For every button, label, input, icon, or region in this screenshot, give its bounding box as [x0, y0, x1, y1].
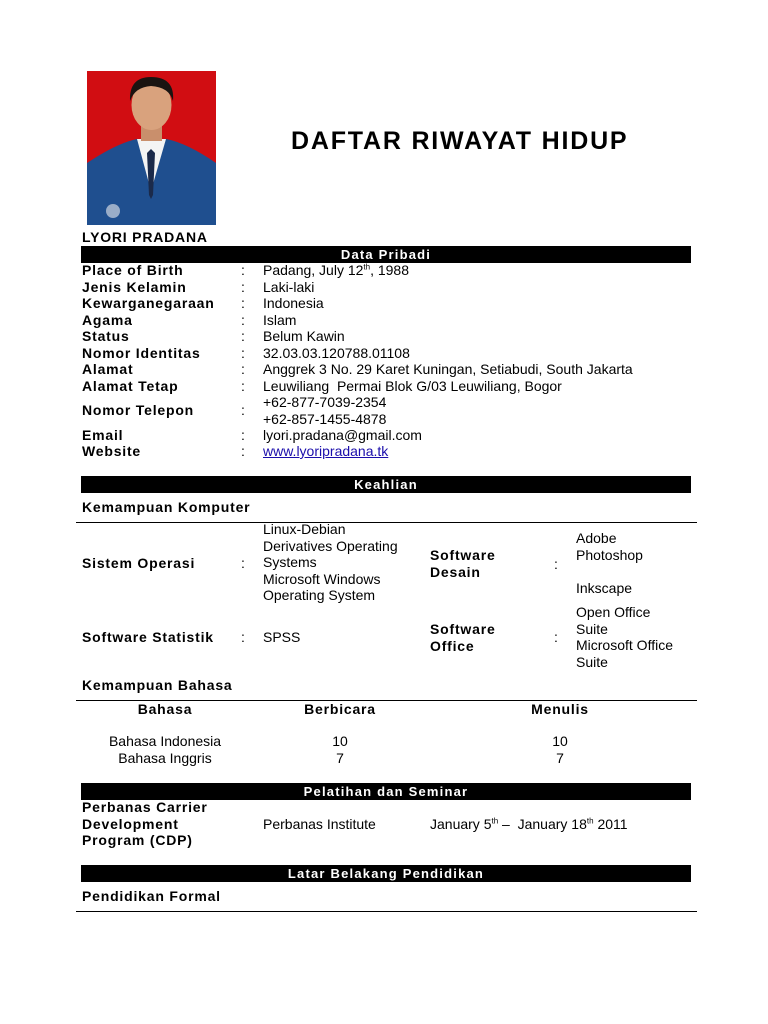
status-value: Belum Kawin: [263, 328, 345, 344]
address-value: Anggrek 3 No. 29 Karet Kuningan, Setiabudi, South Jakarta: [263, 361, 633, 377]
section-bar-personal: Data Pribadi: [81, 246, 691, 263]
birth-label: Place of Birth: [82, 262, 184, 278]
colon: :: [241, 312, 245, 328]
gender-label: Jenis Kelamin: [82, 279, 187, 295]
row-gender: [0, 279, 768, 296]
stats-software-label: Software Statistik: [82, 629, 214, 645]
permanent-address-label: Alamat Tetap: [82, 378, 179, 394]
citizenship-value: Indonesia: [263, 295, 324, 311]
phone-2: +62-857-1455-4878: [263, 411, 387, 427]
design-software-extra: Inkscape: [576, 580, 633, 596]
colon: :: [241, 378, 245, 394]
training-dates: January 5th – January 18th 2011: [430, 816, 628, 832]
divider: [76, 911, 697, 912]
language-speaking: 7: [336, 750, 344, 766]
colon: :: [554, 556, 558, 572]
training-institution: Perbanas Institute: [263, 816, 376, 832]
training-name: Perbanas Carrier Development Program (CDP): [82, 799, 208, 848]
computer-skills-heading: Kemampuan Komputer: [82, 499, 251, 515]
row-citizenship: [0, 295, 768, 312]
colon: :: [241, 345, 245, 361]
colon: :: [241, 279, 245, 295]
colon: :: [241, 402, 245, 418]
phone-1: +62-877-7039-2354: [263, 394, 387, 410]
stats-software-value: SPSS: [263, 629, 301, 645]
colon: :: [241, 427, 245, 443]
colon: :: [241, 361, 245, 377]
language-name: Bahasa Indonesia: [108, 733, 222, 749]
religion-value: Islam: [263, 312, 297, 328]
row-permanent-address: [0, 378, 768, 395]
colon: :: [241, 295, 245, 311]
status-label: Status: [82, 328, 130, 344]
colon: :: [554, 629, 558, 645]
colon: :: [241, 443, 245, 459]
person-name: LYORI PRADANA: [82, 229, 208, 245]
lang-header-language: Bahasa: [137, 701, 193, 717]
language-name: Bahasa Inggris: [118, 750, 212, 766]
lang-header-writing: Menulis: [531, 701, 589, 717]
document-title: DAFTAR RIWAYAT HIDUP: [291, 127, 629, 155]
row-birth: [0, 262, 768, 279]
colon: :: [241, 328, 245, 344]
email-label: Email: [82, 427, 124, 443]
os-value: Linux-Debian Derivatives Operating Systems Microsoft Windows Operating System: [263, 521, 398, 603]
birth-value: Padang, July 12th, 1988: [263, 262, 410, 278]
citizenship-label: Kewarganegaraan: [82, 295, 215, 311]
id-value: 32.03.03.120788.01108: [263, 345, 410, 361]
section-bar-skills: Keahlian: [81, 476, 691, 493]
colon: :: [241, 262, 245, 278]
phone-label: Nomor Telepon: [82, 402, 195, 418]
colon: :: [241, 555, 245, 571]
row-address: [0, 361, 768, 378]
email-value: lyori.pradana@gmail.com: [263, 427, 422, 443]
row-religion: [0, 312, 768, 329]
office-software-label: Software Office: [430, 621, 496, 654]
row-email: [0, 427, 768, 444]
office-software-value: Open Office Suite Microsoft Office Suite: [576, 604, 673, 670]
colon: :: [241, 629, 245, 645]
lang-header-speaking: Berbicara: [304, 701, 376, 717]
design-software-label: Software Desain: [430, 547, 496, 580]
profile-photo: [87, 71, 216, 225]
language-skills-heading: Kemampuan Bahasa: [82, 677, 233, 693]
website-label: Website: [82, 443, 142, 459]
language-writing: 10: [552, 733, 568, 749]
address-label: Alamat: [82, 361, 134, 377]
design-software-value: Adobe Photoshop: [576, 530, 643, 563]
row-phone: [0, 394, 768, 428]
website-link[interactable]: www.lyoripradana.tk: [263, 443, 389, 459]
row-id: [0, 345, 768, 362]
permanent-address-value: Leuwiliang Permai Blok G/03 Leuwiliang, Bogor: [263, 378, 562, 394]
row-status: [0, 328, 768, 345]
gender-value: Laki-laki: [263, 279, 315, 295]
language-writing: 7: [556, 750, 564, 766]
section-bar-education: Latar Belakang Pendidikan: [81, 865, 691, 882]
row-website: [0, 443, 768, 460]
os-label: Sistem Operasi: [82, 555, 196, 571]
formal-education-heading: Pendidikan Formal: [82, 888, 221, 904]
language-speaking: 10: [332, 733, 348, 749]
religion-label: Agama: [82, 312, 133, 328]
section-bar-training: Pelatihan dan Seminar: [81, 783, 691, 800]
id-label: Nomor Identitas: [82, 345, 201, 361]
